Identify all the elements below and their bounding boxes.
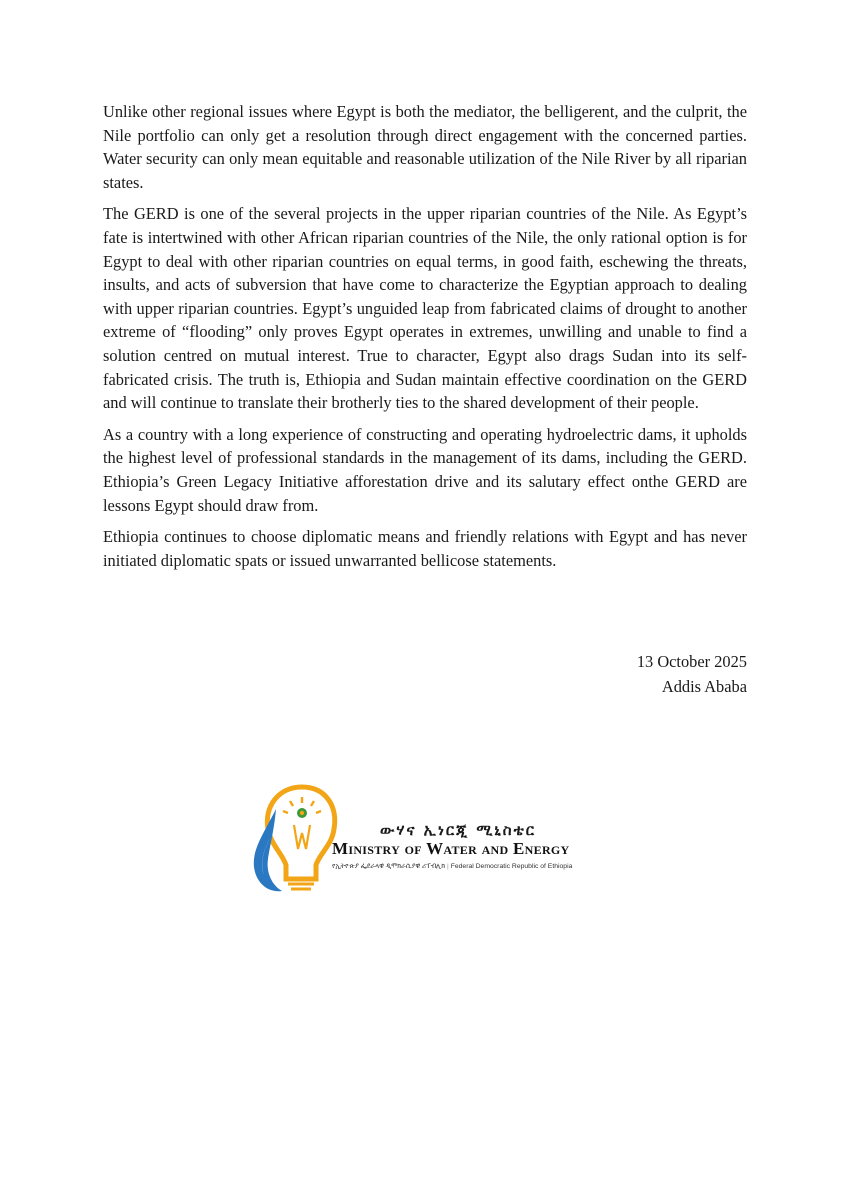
paragraph-4: Ethiopia continues to choose diplomatic means and friendly relations with Egypt and has never initiated diplomatic spats or issued unwarranted bellicose statements. [103, 527, 747, 570]
ministry-english-subtitle: Federal Democratic Republic of Ethiopia [450, 863, 573, 870]
subtitle-separator: | [446, 863, 449, 870]
ministry-amharic-name: ውሃና ኢነርጂ ሚኒስቴር [380, 821, 536, 839]
letter-place: Addis Ababa [661, 677, 747, 696]
paragraph-1: Unlike other regional issues where Egypt is both the mediator, the belligerent, and the culprit, the Nile portfolio can only get a resolution through direct engagement with the concerned parties. Water security can only mean equitable and reasonable utilization of the Nile River by all riparian states. [103, 102, 747, 192]
ministry-english-name: Ministry of Water and Energy [332, 839, 570, 858]
signoff [447, 650, 747, 700]
letter-date: 13 October 2025 [636, 652, 747, 671]
ministry-logo [250, 775, 595, 900]
ministry-subtitle [332, 863, 572, 871]
ministry-amharic-subtitle: የኢትዮጵያ ፌደራላዊ ዲሞክራሲያዊ ሪፐብሊክ [332, 863, 445, 870]
bulb-drop-emblem-icon [250, 775, 360, 900]
paragraph-2: The GERD is one of the several projects in the upper riparian countries of the Nile. As Egypt’s fate is intertwined with other African riparian countries of the Nile, the only rational option is for Egypt to deal with other riparian countries on equal terms, in good faith, eschewing the threats, insults, and acts of subversion that have come to characterize the Egyptian approach to dealing with upper riparian countries. Egypt’s unguided leap from fabricated claims of drought to another extreme of “flooding” only proves Egypt operates in extremes, unwilling and unable to find a solution centred on mutual interest. True to character, Egypt also drags Sudan into its self-fabricated crisis. The truth is, Ethiopia and Sudan maintain effective coordination on the GERD and will continue to translate their brotherly ties to the shared development of their people. [103, 204, 747, 413]
letter-body [103, 100, 747, 580]
paragraph-3: As a country with a long experience of constructing and operating hydroelectric dams, it upholds the highest level of professional standards in the management of its dams, including the GERD. Ethiopia’s Green Legacy Initiative afforestation drive and its salutary effect onthe GERD are lessons Egypt should draw from. [103, 424, 747, 515]
